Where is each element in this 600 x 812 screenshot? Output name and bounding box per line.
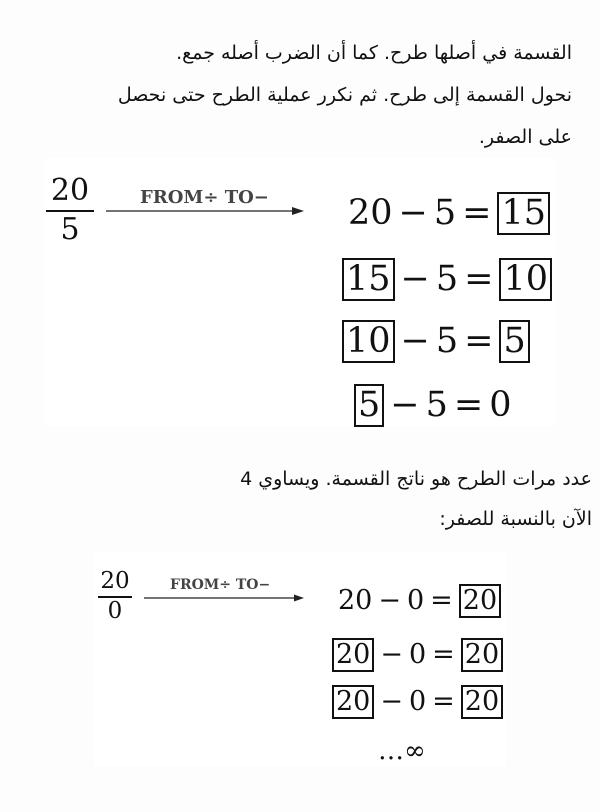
equals-sign: = xyxy=(464,258,494,299)
equation-row xyxy=(332,685,503,719)
minus-sign: − xyxy=(400,320,430,361)
intro-line-3: على الصفر. xyxy=(478,126,572,148)
boxed-result: 10 xyxy=(499,258,552,301)
middle-line-2: الآن بالنسبة للصفر: xyxy=(439,508,592,530)
minus-sign: − xyxy=(390,384,420,425)
boxed-result: 15 xyxy=(497,192,550,235)
boxed-minuend: 20 xyxy=(332,638,374,672)
arrow-icon xyxy=(106,204,306,218)
equation-row xyxy=(342,258,552,301)
boxed-minuend: 20 xyxy=(332,685,374,719)
result: 0 xyxy=(489,384,512,425)
subtrahend: 0 xyxy=(408,639,427,671)
division-example-20-by-0 xyxy=(94,552,506,766)
intro-line-2: نحول القسمة إلى طرح. ثم نكرر عملية الطرح حتى نحصل xyxy=(117,84,572,106)
fraction-numerator: 20 xyxy=(50,173,90,208)
minus-sign: − xyxy=(378,585,401,617)
equals-sign: = xyxy=(430,585,453,617)
equation-row xyxy=(348,192,550,235)
subtrahend: 0 xyxy=(406,585,425,617)
minuend: 20 xyxy=(338,585,373,617)
boxed-result: 5 xyxy=(499,320,529,363)
arrow-icon xyxy=(144,592,306,604)
infinity-ellipsis: …∞ xyxy=(378,736,426,766)
fraction-numerator: 20 xyxy=(100,568,130,594)
boxed-result: 20 xyxy=(461,638,503,672)
fraction-denominator: 5 xyxy=(60,212,80,247)
middle-line-1: عدد مرات الطرح هو ناتج القسمة. ويساوي 4 xyxy=(240,468,592,490)
from-to-label: FROM÷ TO− xyxy=(170,577,271,593)
subtrahend: 5 xyxy=(435,258,459,299)
division-example-20-by-5 xyxy=(44,158,556,426)
fraction-denominator: 0 xyxy=(107,598,123,624)
equals-sign: = xyxy=(453,384,484,425)
equation-row xyxy=(342,320,530,363)
subtrahend: 5 xyxy=(425,384,448,425)
equals-sign: = xyxy=(432,686,455,718)
from-to-label: FROM÷ TO− xyxy=(140,187,269,208)
equation-row xyxy=(338,584,501,618)
equals-sign: = xyxy=(462,192,492,233)
equation-row xyxy=(354,384,512,427)
fraction xyxy=(46,173,94,247)
intro-line-1: القسمة في أصلها طرح. كما أن الضرب أصله جمع. xyxy=(176,42,572,64)
boxed-minuend: 10 xyxy=(342,320,395,363)
minus-sign: − xyxy=(400,258,430,299)
boxed-minuend: 15 xyxy=(342,258,395,301)
equation-row xyxy=(332,638,503,672)
minus-sign: − xyxy=(398,192,428,233)
fraction xyxy=(98,570,132,623)
equals-sign: = xyxy=(432,639,455,671)
equals-sign: = xyxy=(464,320,494,361)
boxed-result: 20 xyxy=(461,685,503,719)
subtrahend: 5 xyxy=(433,192,457,233)
subtrahend: 0 xyxy=(408,686,427,718)
boxed-minuend: 5 xyxy=(354,384,384,427)
boxed-result: 20 xyxy=(459,584,501,618)
minuend: 20 xyxy=(348,192,393,233)
subtrahend: 5 xyxy=(435,320,459,361)
minus-sign: − xyxy=(380,686,403,718)
minus-sign: − xyxy=(380,639,403,671)
